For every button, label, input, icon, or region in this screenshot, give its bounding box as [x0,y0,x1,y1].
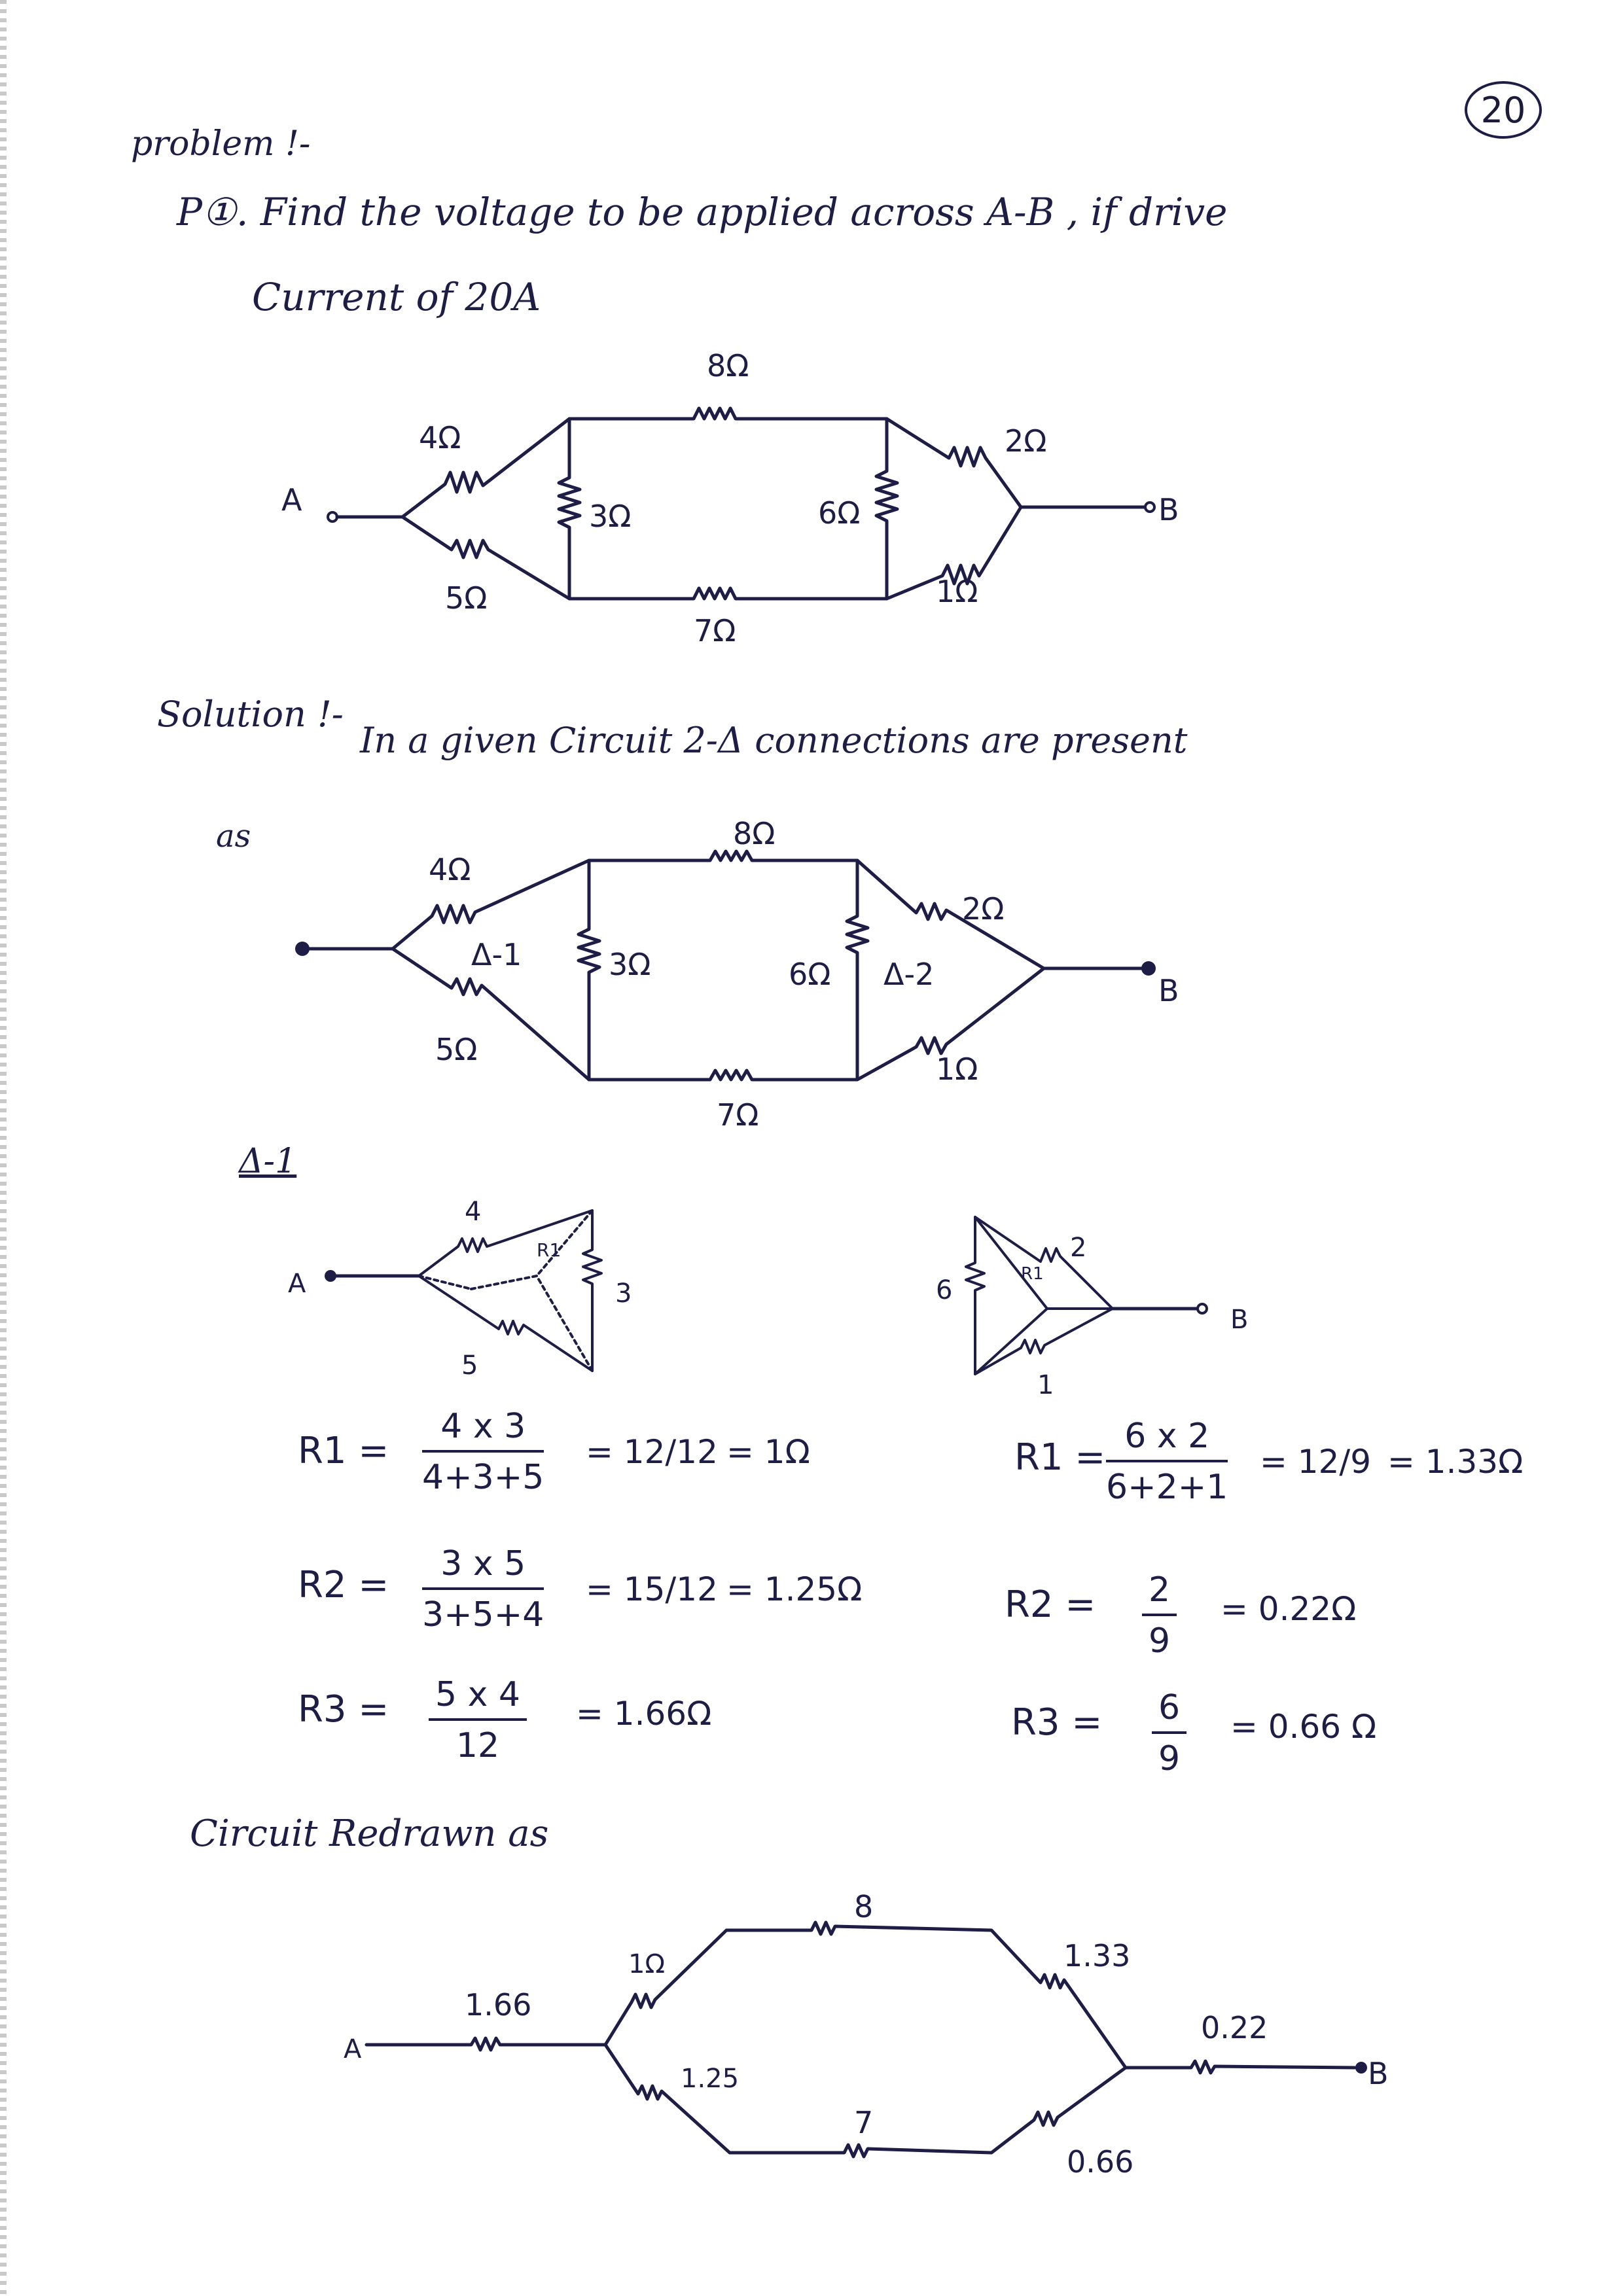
delta1-triangle [419,1210,601,1371]
resistor-3-ohm [559,419,580,599]
calc-left-r2-denominator: 3+5+4 [422,1595,544,1634]
calc-left-r3-numerator: 5 x 4 [429,1675,527,1721]
calc-left-r3-denominator: 12 [455,1726,500,1765]
calc-right-r1-result: = 1.33Ω [1387,1443,1524,1481]
label-7-ohm-c2: 7Ω [717,1097,759,1133]
resistor-6-ohm-c2 [847,860,868,1080]
small-label-r1-right: R1 [1021,1264,1044,1284]
label-4-ohm-c2: 4Ω [429,852,471,887]
redrawn-wire-b [1126,2061,1355,2073]
redrawn-label: Circuit Redrawn as [190,1812,549,1855]
delta1-star-lines [419,1210,592,1371]
label-3-ohm: 3Ω [589,499,632,534]
calc-right-r2-numerator: 2 [1142,1570,1177,1616]
small-label-2: 2 [1070,1233,1087,1263]
redrawn-label-8: 8 [854,1889,874,1924]
solution-text: In a given Circuit 2-Δ connections are present [360,720,1188,761]
calc-left-r2-mid: = 15/12 [586,1570,718,1608]
calc-right-r2-result: = 0.22Ω [1221,1590,1357,1628]
calc-left-r1-denominator: 4+3+5 [422,1458,544,1497]
circuit-bottom-path [402,507,1021,599]
label-2-ohm-c2: 2Ω [962,891,1005,927]
calc-left-r2-result: = 1.25Ω [726,1570,863,1608]
calc-right-r1-label: R1 = [1014,1436,1106,1479]
circuit-problem [281,348,1179,648]
label-2-ohm: 2Ω [1005,423,1047,459]
label-a: A [281,482,302,518]
label-5-ohm: 5Ω [445,580,488,616]
delta-star-left [288,1197,632,1381]
label-6-ohm-c2: 6Ω [789,957,831,992]
redrawn-label-1-33: 1.33 [1063,1938,1131,1973]
small-label-3: 3 [615,1279,632,1309]
problem-statement-line2: Current of 20A [252,275,541,319]
label-7-ohm: 7Ω [694,613,736,648]
redrawn-label-1-66: 1.66 [465,1987,532,2022]
label-8-ohm: 8Ω [707,348,749,383]
calc-right-r3-numerator: 6 [1152,1688,1186,1734]
problem-heading: problem !- [131,124,311,164]
circuit-redrawn [344,1889,1389,2180]
small-label-a: A [288,1269,306,1299]
delta2-star-lines [975,1217,1113,1374]
label-delta1: Δ-1 [471,937,522,972]
calc-right-r1-numerator: 6 x 2 [1106,1417,1228,1462]
calc-right-r3-label: R3 = [1011,1701,1103,1744]
calc-right-r2-denominator: 9 [1149,1621,1171,1661]
calc-right-r3-result: = 0.66 Ω [1230,1708,1377,1746]
redrawn-node-b [1355,2062,1367,2074]
node-b-terminal [1145,503,1154,512]
small-label-1: 1 [1037,1370,1054,1400]
label-3-ohm-c2: 3Ω [609,947,651,982]
calc-right-r2-label: R2 = [1005,1583,1096,1626]
redrawn-label-7: 7 [854,2105,874,2140]
resistor-6-ohm [876,419,897,599]
solution-label: Solution !- [157,694,344,735]
small-label-b: B [1230,1305,1249,1335]
calc-left-r1-mid: = 12/12 [586,1433,718,1471]
circuit-delta-marked [295,816,1179,1133]
label-1-ohm: 1Ω [936,574,978,609]
calc-right-r1-denominator: 6+2+1 [1106,1468,1228,1507]
as-label: as [216,818,251,855]
calc-left-r3-label: R3 = [298,1688,389,1731]
label-delta2: Δ-2 [883,957,935,992]
calc-left-r1-result: = 1Ω [726,1433,810,1471]
redrawn-label-1-ohm: 1Ω [628,1949,666,1979]
page-number: 20 [1465,81,1542,139]
label-4-ohm: 4Ω [419,420,461,455]
redrawn-label-b: B [1368,2056,1389,2091]
delta-star-right [936,1217,1248,1400]
node-b-small [1198,1304,1207,1313]
delta2-triangle [966,1217,1113,1374]
calc-right-r1-mid: = 12/9 [1260,1443,1372,1481]
small-label-6: 6 [936,1275,953,1305]
delta1-heading: Δ-1 [239,1142,297,1181]
calc-left-r2-label: R2 = [298,1564,389,1606]
label-6-ohm: 6Ω [818,495,861,531]
label-5-ohm-c2: 5Ω [435,1032,478,1067]
redrawn-label-a: A [344,2034,362,2064]
calc-left-r1-label: R1 = [298,1430,389,1472]
redrawn-top-branch [605,1922,1126,2068]
label-8-ohm-c2: 8Ω [733,816,776,851]
redrawn-label-1-25: 1.25 [681,2064,740,2094]
redrawn-label-0-66: 0.66 [1067,2144,1134,2180]
calc-left-r1-numerator: 4 x 3 [422,1407,544,1453]
small-label-r1: R1 [537,1239,562,1261]
label-b-c2: B [1158,973,1179,1008]
problem-statement-line1: P①. Find the voltage to be applied across A-B , if drive [177,190,1228,234]
redrawn-label-0-22: 0.22 [1201,2010,1268,2045]
small-label-4: 4 [465,1197,482,1227]
small-label-5: 5 [461,1351,478,1381]
node-b-dot [1141,961,1156,976]
label-b: B [1158,492,1179,527]
resistor-3-ohm-c2 [579,860,599,1080]
label-1-ohm-c2: 1Ω [936,1051,978,1087]
calc-right-r3-denominator: 9 [1158,1739,1181,1778]
redrawn-wire-a [366,2038,605,2050]
calc-left-r3-result: = 1.66Ω [576,1695,712,1733]
calc-left-r2-numerator: 3 x 5 [422,1544,544,1590]
